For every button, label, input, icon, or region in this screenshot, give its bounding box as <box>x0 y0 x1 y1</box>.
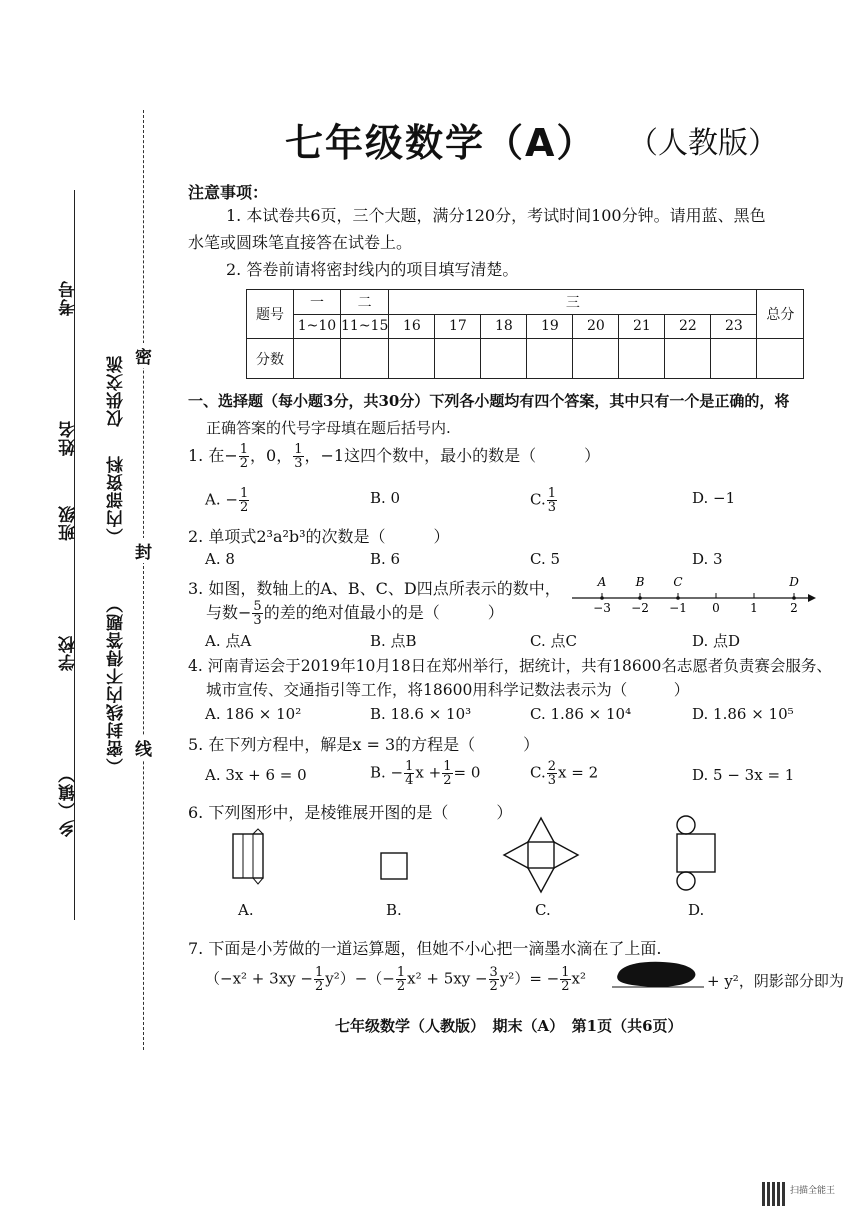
page-footer: 七年级数学（人教版） 期末（A） 第1页（共6页） <box>335 1017 683 1035</box>
label-exam-number: 考号 <box>59 280 79 316</box>
score-cell[interactable] <box>341 339 389 379</box>
q2-option-a[interactable]: A. 8 <box>205 550 235 568</box>
score-cell[interactable] <box>573 339 619 379</box>
figure-d-cylinder-net <box>672 814 722 892</box>
section1-instruction: 正确答案的代号字母填在题后括号内. <box>206 419 451 437</box>
q1-frac-b: $\frac{1}{3}$ <box>294 442 303 471</box>
ink-blot <box>612 958 704 992</box>
label-town: 乡（镇） <box>59 765 79 837</box>
section-3: 三 <box>389 290 757 315</box>
col-8: 21 <box>619 314 665 339</box>
note-exchange: 仅供交流 <box>107 355 127 427</box>
q2-option-c[interactable]: C. 5 <box>530 550 561 568</box>
note-no-answer: （密封线内不得答题） <box>107 595 127 775</box>
seal-char-3: 线 <box>135 735 152 760</box>
label-class: 班级 <box>59 505 79 541</box>
tick-0: 0 <box>712 601 720 615</box>
q3-stem-2: 与数− $\frac{5}{3}$ 的差的绝对值最小的是（ ） <box>206 599 504 628</box>
notice-item-1-cont: 水笔或圆珠笔直接答在试卷上。 <box>188 233 413 252</box>
q7-expression-end: + y²，阴影部分即为 <box>707 972 844 990</box>
figure-b-square <box>378 850 412 884</box>
q1-stem <box>188 443 600 470</box>
q6-option-d[interactable]: D. <box>688 901 705 919</box>
note-internal: （内部资料 <box>107 455 127 545</box>
edition-label: （人教版） <box>628 126 778 161</box>
q3-option-c[interactable]: C. 点C <box>530 632 577 650</box>
tick-1: 1 <box>750 601 758 615</box>
col-1: 1~10 <box>294 314 341 339</box>
score-cell[interactable] <box>527 339 573 379</box>
score-cell[interactable] <box>435 339 481 379</box>
seal-char-1: 密 <box>135 343 152 368</box>
notice-item-2: 2. 答卷前请将密封线内的项目填写清楚。 <box>226 260 519 279</box>
point-c: C <box>673 575 683 589</box>
scanner-badge: 扫描全能王 <box>790 1186 836 1196</box>
q7-stem: 7. 下面是小芳做的一道运算题，但她不小心把一滴墨水滴在了上面. <box>188 939 662 958</box>
col-6: 19 <box>527 314 573 339</box>
seal-line <box>143 110 144 1050</box>
q6-option-a[interactable]: A. <box>238 901 254 919</box>
q3-option-d[interactable]: D. 点D <box>692 632 741 650</box>
tick-neg3: −3 <box>593 601 611 615</box>
q5-option-a[interactable]: A. 3x + 6 = 0 <box>205 766 307 784</box>
figure-a-prism-net <box>225 828 275 890</box>
score-table <box>246 289 804 379</box>
q5-option-d[interactable]: D. 5 − 3x = 1 <box>692 766 795 784</box>
point-b: B <box>635 575 645 589</box>
page-title: 七年级数学（A） <box>285 121 597 165</box>
q1-option-c[interactable]: C. $\frac{1}{3}$ <box>530 486 556 515</box>
q2-option-d[interactable]: D. 3 <box>692 550 723 568</box>
notice-item-1: 1. 本试卷共6页，三个大题，满分120分，考试时间100分钟。请用蓝、黑色 <box>226 206 766 225</box>
q4-option-a[interactable]: A. 186 × 10² <box>205 705 302 723</box>
score-cell[interactable] <box>665 339 711 379</box>
q4-stem: 4. 河南青运会于2019年10月18日在郑州举行，据统计，共有18600名志愿者负责赛会服务、 <box>188 657 832 675</box>
score-cell[interactable] <box>294 339 341 379</box>
section-1: 一 <box>294 290 341 315</box>
label-school: 学校 <box>59 635 79 671</box>
row-label-question: 题号 <box>247 290 294 339</box>
q6-option-b[interactable]: B. <box>386 901 402 919</box>
q5-option-b[interactable]: B. − $\frac{1}{4}$ x + $\frac{1}{2}$ = 0 <box>370 759 481 788</box>
number-line <box>568 568 818 618</box>
q4-option-c[interactable]: C. 1.86 × 10⁴ <box>530 705 632 723</box>
q1-option-b[interactable]: B. 0 <box>370 489 401 507</box>
total-label: 总分 <box>757 290 804 339</box>
q5-option-c[interactable]: C. $\frac{2}{3}$ x = 2 <box>530 759 599 788</box>
q4-option-d[interactable]: D. 1.86 × 10⁵ <box>692 705 794 723</box>
point-a: A <box>597 575 607 589</box>
seal-char-2: 封 <box>135 538 152 563</box>
q1-option-d[interactable]: D. −1 <box>692 489 736 507</box>
q5-stem: 5. 在下列方程中，解是x = 3的方程是（ ） <box>188 735 540 754</box>
label-name: 姓名 <box>59 420 79 456</box>
col-3: 16 <box>389 314 435 339</box>
col-2: 11~15 <box>341 314 389 339</box>
score-cell-total[interactable] <box>757 339 804 379</box>
col-7: 20 <box>573 314 619 339</box>
qr-code-icon <box>762 1182 786 1206</box>
q2-stem: 2. 单项式2³a²b³的次数是（ ） <box>188 527 450 546</box>
section1-heading: 一、选择题（每小题3分，共30分）下列各小题均有四个答案，其中只有一个是正确的，将 <box>188 392 790 410</box>
q1-frac-a: $\frac{1}{2}$ <box>239 442 249 471</box>
score-cell[interactable] <box>481 339 527 379</box>
tick-2: 2 <box>790 601 798 615</box>
q4-option-b[interactable]: B. 18.6 × 10³ <box>370 705 472 723</box>
figure-c-pyramid-net <box>502 816 582 896</box>
row-label-score: 分数 <box>247 339 294 379</box>
point-d: D <box>789 575 799 589</box>
q1-text: ，0， <box>250 446 293 465</box>
q6-stem: 6. 下列图形中，是棱锥展开图的是（ ） <box>188 803 513 822</box>
q7-expression: （−x² + 3xy − $\frac{1}{2}$ y²）−（− $\frac{1}{2}$ x² + 5xy − $\frac{3}{2}$ y²）= − $\frac{1}{2}$ x² <box>205 965 586 994</box>
q3-stem: 3. 如图，数轴上的A、B、C、D四点所表示的数中， <box>188 579 561 598</box>
notice-heading: 注意事项： <box>188 183 269 202</box>
col-4: 17 <box>435 314 481 339</box>
tick-neg1: −1 <box>669 601 687 615</box>
q1-text: 1. 在− <box>188 446 238 465</box>
section-2: 二 <box>341 290 389 315</box>
q4-stem-2: 城市宣传、交通指引等工作，将18600用科学记数法表示为（ ） <box>206 681 690 699</box>
score-cell[interactable] <box>619 339 665 379</box>
q6-option-c[interactable]: C. <box>535 901 551 919</box>
q1-option-a[interactable]: A. − $\frac{1}{2}$ <box>205 486 249 515</box>
q3-option-b[interactable]: B. 点B <box>370 632 417 650</box>
score-cell[interactable] <box>389 339 435 379</box>
q1-text: ，−1这四个数中，最小的数是（ ） <box>304 446 601 465</box>
tick-neg2: −2 <box>631 601 649 615</box>
col-5: 18 <box>481 314 527 339</box>
score-cell[interactable] <box>711 339 757 379</box>
col-10: 23 <box>711 314 757 339</box>
col-9: 22 <box>665 314 711 339</box>
q3-option-a[interactable]: A. 点A <box>205 632 252 650</box>
q2-option-b[interactable]: B. 6 <box>370 550 401 568</box>
